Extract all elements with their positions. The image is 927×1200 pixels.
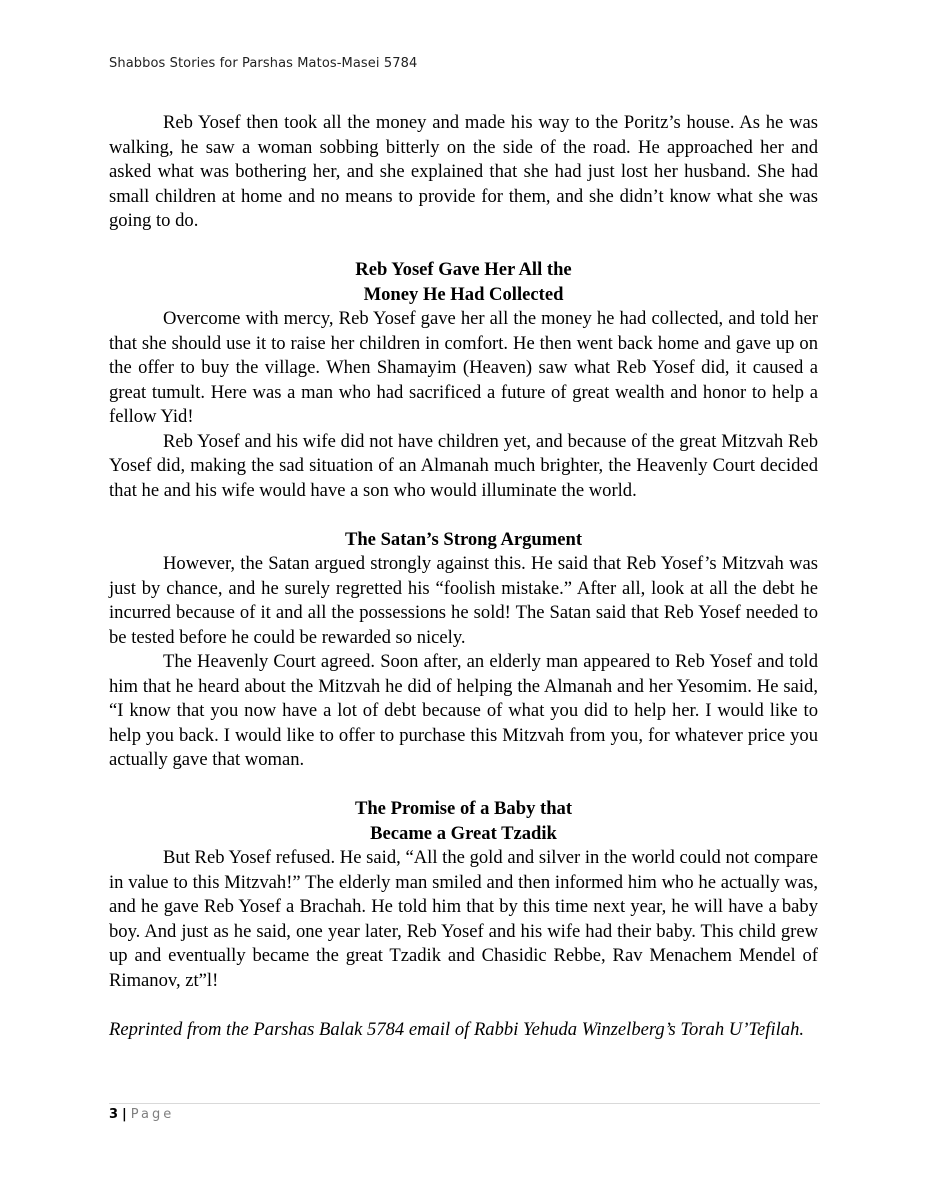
footer-divider [109,1103,820,1104]
page-label: Page [130,1107,175,1122]
section-heading-3 [109,797,818,846]
section-heading-2 [109,528,818,553]
paragraph-3: Reb Yosef and his wife did not have children yet, and because of the great Mitzvah Reb Yosef did, making the sad situation of an Almanah much brighter, the Heavenly Court decided that he and his wife would have a son who would illuminate the world. [109,430,818,501]
page-number: 3 [109,1107,119,1122]
paragraph-5: The Heavenly Court agreed. Soon after, an elderly man appeared to Reb Yosef and told him that he heard about the Mitzvah he did of helping the Almanah and her Yesomim. He said, “I know that you now have a lot of debt because of what you did to help her. I would like to help you back. I would like to offer to purchase this Mitzvah from you, for whatever price you actually gave that woman. [109,651,818,770]
page-footer [109,1107,174,1122]
running-header: Shabbos Stories for Parshas Matos-Masei 5784 [109,56,418,71]
section-heading-1-line-2: Money He Had Collected [363,283,564,305]
page-body [109,111,818,1042]
section-heading-1-line-1: Reb Yosef Gave Her All the [355,259,572,280]
section-heading-3-line-2: Became a Great Tzadik [370,822,557,844]
section-heading-2-line-1: The Satan’s Strong Argument [344,528,583,550]
paragraph-1: Reb Yosef then took all the money and made his way to the Poritz’s house. As he was walking, he saw a woman sobbing bitterly on the side of the road. He approached her and asked what was bothering her, and she explained that she had just lost her husband. She had small children at home and no means to provide for them, and she didn’t know what she was going to do. [109,112,818,231]
reprint-credit: Reprinted from the Parshas Balak 5784 email of Rabbi Yehuda Winzelberg’s Torah U’Tefilah. [109,1018,805,1040]
section-heading-3-line-1: The Promise of a Baby that [354,798,573,819]
footer-separator: | [122,1107,127,1122]
paragraph-2: Overcome with mercy, Reb Yosef gave her all the money he had collected, and told her that she should use it to raise her children in comfort. He then went back home and gave up on the offer to buy the village. When Shamayim (Heaven) saw what Reb Yosef did, it caused a great tumult. Here was a man who had sacrificed a future of great wealth and honor to help a fellow Yid! [109,308,818,427]
paragraph-4: However, the Satan argued strongly against this. He said that Reb Yosef’s Mitzvah was just by chance, and he surely regretted his “foolish mistake.” After all, look at all the debt he incurred because of it and all the possessions he sold! The Satan said that Reb Yosef needed to be tested before he could be rewarded so nicely. [109,553,818,648]
section-heading-1 [109,258,818,307]
paragraph-6: But Reb Yosef refused. He said, “All the gold and silver in the world could not compare in value to this Mitzvah!” The elderly man smiled and then informed him who he actually was, and he gave Reb Yosef a Brachah. He told him that by this time next year, he will have a baby boy. And just as he said, one year later, Reb Yosef and his wife had their baby. This child grew up and eventually became the great Tzadik and Chasidic Rebbe, Rav Menachem Mendel of Rimanov, zt”l! [109,847,818,991]
